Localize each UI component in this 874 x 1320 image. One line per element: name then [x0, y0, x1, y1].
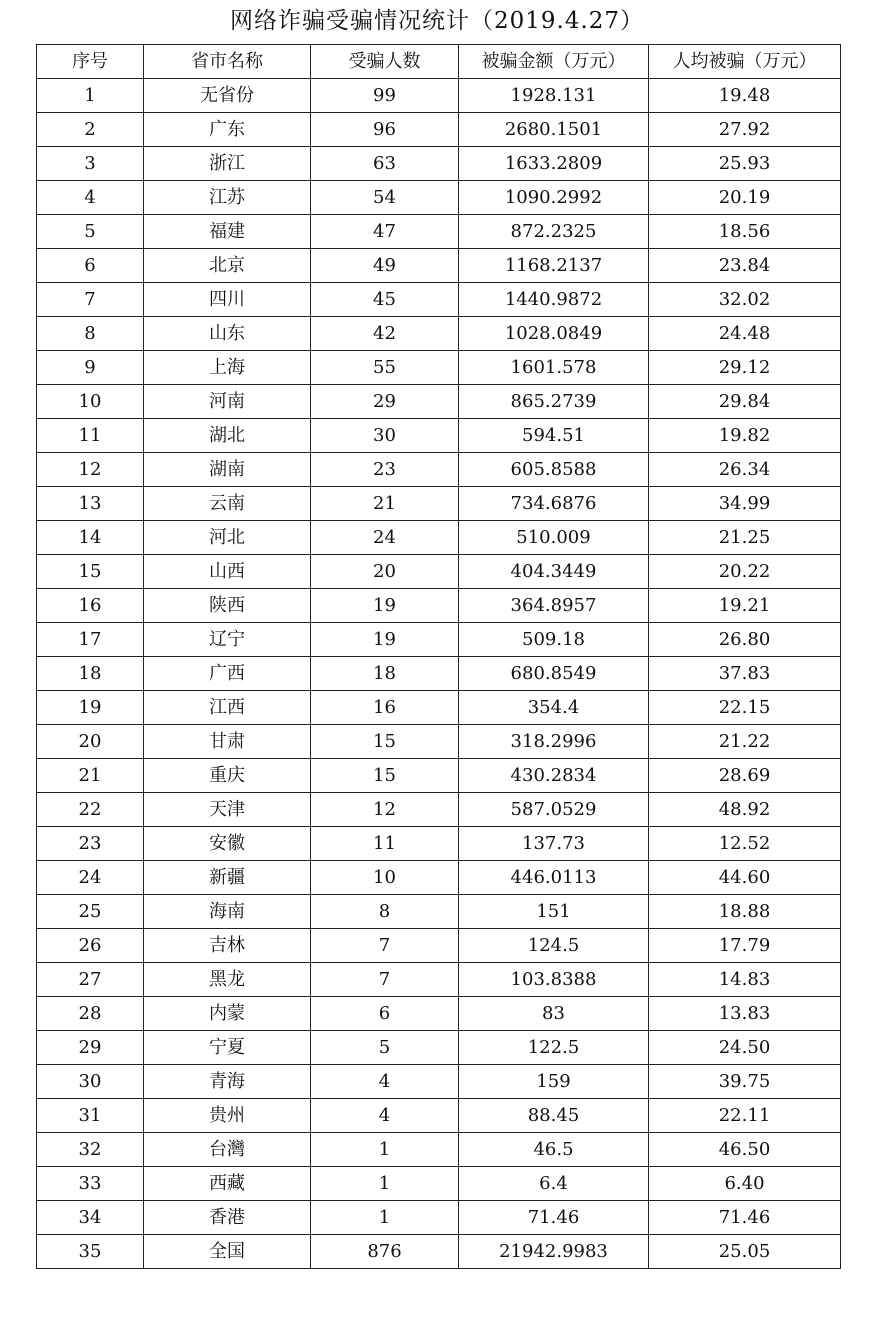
cell-average: 19.21	[649, 589, 841, 623]
cell-average: 24.50	[649, 1031, 841, 1065]
cell-average: 28.69	[649, 759, 841, 793]
cell-victims: 45	[311, 283, 459, 317]
table-row	[37, 181, 841, 215]
cell-province: 安徽	[144, 827, 311, 861]
cell-amount: 872.2325	[459, 215, 649, 249]
table-row	[37, 79, 841, 113]
cell-average: 46.50	[649, 1133, 841, 1167]
cell-average: 27.92	[649, 113, 841, 147]
cell-index: 14	[37, 521, 144, 555]
cell-victims: 11	[311, 827, 459, 861]
cell-average: 23.84	[649, 249, 841, 283]
table-row	[37, 793, 841, 827]
table-row	[37, 453, 841, 487]
cell-amount: 1633.2809	[459, 147, 649, 181]
cell-victims: 15	[311, 759, 459, 793]
cell-index: 16	[37, 589, 144, 623]
column-header-average: 人均被骗（万元）	[649, 45, 841, 79]
table-row	[37, 283, 841, 317]
cell-victims: 21	[311, 487, 459, 521]
cell-province: 吉林	[144, 929, 311, 963]
cell-victims: 4	[311, 1099, 459, 1133]
cell-victims: 96	[311, 113, 459, 147]
cell-index: 21	[37, 759, 144, 793]
cell-index: 26	[37, 929, 144, 963]
cell-average: 20.22	[649, 555, 841, 589]
fraud-statistics-table	[36, 44, 841, 1269]
cell-average: 6.40	[649, 1167, 841, 1201]
cell-victims: 54	[311, 181, 459, 215]
table-body	[37, 79, 841, 1269]
cell-province: 江西	[144, 691, 311, 725]
cell-index: 11	[37, 419, 144, 453]
cell-index: 12	[37, 453, 144, 487]
cell-index: 9	[37, 351, 144, 385]
cell-average: 12.52	[649, 827, 841, 861]
cell-province: 西藏	[144, 1167, 311, 1201]
cell-average: 48.92	[649, 793, 841, 827]
cell-province: 新疆	[144, 861, 311, 895]
cell-index: 33	[37, 1167, 144, 1201]
cell-index: 23	[37, 827, 144, 861]
table-row	[37, 1099, 841, 1133]
cell-victims: 6	[311, 997, 459, 1031]
cell-amount: 1168.2137	[459, 249, 649, 283]
cell-amount: 46.5	[459, 1133, 649, 1167]
table-row	[37, 113, 841, 147]
cell-amount: 2680.1501	[459, 113, 649, 147]
cell-amount: 605.8588	[459, 453, 649, 487]
cell-amount: 1090.2992	[459, 181, 649, 215]
cell-amount: 509.18	[459, 623, 649, 657]
cell-amount: 122.5	[459, 1031, 649, 1065]
cell-average: 25.93	[649, 147, 841, 181]
cell-index: 8	[37, 317, 144, 351]
cell-victims: 4	[311, 1065, 459, 1099]
cell-index: 27	[37, 963, 144, 997]
cell-amount: 1601.578	[459, 351, 649, 385]
table-row	[37, 725, 841, 759]
column-header-province: 省市名称	[144, 45, 311, 79]
cell-index: 6	[37, 249, 144, 283]
cell-index: 31	[37, 1099, 144, 1133]
cell-victims: 19	[311, 623, 459, 657]
cell-province: 海南	[144, 895, 311, 929]
cell-index: 13	[37, 487, 144, 521]
cell-index: 7	[37, 283, 144, 317]
cell-average: 18.56	[649, 215, 841, 249]
cell-province: 台灣	[144, 1133, 311, 1167]
cell-average: 71.46	[649, 1201, 841, 1235]
cell-province: 河南	[144, 385, 311, 419]
cell-average: 18.88	[649, 895, 841, 929]
cell-index: 10	[37, 385, 144, 419]
cell-index: 34	[37, 1201, 144, 1235]
cell-victims: 42	[311, 317, 459, 351]
cell-victims: 7	[311, 963, 459, 997]
table-row	[37, 385, 841, 419]
column-header-victims: 受骗人数	[311, 45, 459, 79]
table-row	[37, 997, 841, 1031]
cell-province: 宁夏	[144, 1031, 311, 1065]
cell-province: 内蒙	[144, 997, 311, 1031]
cell-average: 21.25	[649, 521, 841, 555]
cell-average: 14.83	[649, 963, 841, 997]
cell-amount: 159	[459, 1065, 649, 1099]
cell-average: 20.19	[649, 181, 841, 215]
table-row	[37, 317, 841, 351]
cell-province: 江苏	[144, 181, 311, 215]
cell-amount: 318.2996	[459, 725, 649, 759]
cell-amount: 88.45	[459, 1099, 649, 1133]
cell-amount: 594.51	[459, 419, 649, 453]
cell-victims: 23	[311, 453, 459, 487]
cell-province: 湖北	[144, 419, 311, 453]
cell-amount: 124.5	[459, 929, 649, 963]
cell-amount: 1440.9872	[459, 283, 649, 317]
cell-average: 29.12	[649, 351, 841, 385]
cell-index: 1	[37, 79, 144, 113]
cell-amount: 680.8549	[459, 657, 649, 691]
cell-average: 17.79	[649, 929, 841, 963]
cell-province: 贵州	[144, 1099, 311, 1133]
cell-province: 青海	[144, 1065, 311, 1099]
cell-amount: 1928.131	[459, 79, 649, 113]
cell-average: 24.48	[649, 317, 841, 351]
cell-victims: 19	[311, 589, 459, 623]
cell-amount: 103.8388	[459, 963, 649, 997]
cell-average: 22.15	[649, 691, 841, 725]
cell-province: 云南	[144, 487, 311, 521]
cell-victims: 24	[311, 521, 459, 555]
cell-victims: 20	[311, 555, 459, 589]
cell-amount: 404.3449	[459, 555, 649, 589]
table-row	[37, 1065, 841, 1099]
cell-province: 湖南	[144, 453, 311, 487]
column-header-index: 序号	[37, 45, 144, 79]
cell-victims: 55	[311, 351, 459, 385]
cell-province: 福建	[144, 215, 311, 249]
cell-index: 5	[37, 215, 144, 249]
cell-average: 21.22	[649, 725, 841, 759]
table-row	[37, 215, 841, 249]
cell-amount: 137.73	[459, 827, 649, 861]
cell-province: 辽宁	[144, 623, 311, 657]
cell-index: 20	[37, 725, 144, 759]
cell-amount: 430.2834	[459, 759, 649, 793]
cell-province: 天津	[144, 793, 311, 827]
table-row	[37, 147, 841, 181]
cell-amount: 865.2739	[459, 385, 649, 419]
cell-province: 山西	[144, 555, 311, 589]
cell-victims: 29	[311, 385, 459, 419]
cell-province: 香港	[144, 1201, 311, 1235]
cell-average: 44.60	[649, 861, 841, 895]
cell-amount: 6.4	[459, 1167, 649, 1201]
cell-province: 北京	[144, 249, 311, 283]
cell-victims: 876	[311, 1235, 459, 1269]
cell-victims: 1	[311, 1201, 459, 1235]
cell-amount: 510.009	[459, 521, 649, 555]
cell-index: 15	[37, 555, 144, 589]
table-row	[37, 861, 841, 895]
table-row	[37, 1235, 841, 1269]
cell-index: 17	[37, 623, 144, 657]
cell-index: 24	[37, 861, 144, 895]
table-row	[37, 419, 841, 453]
cell-index: 29	[37, 1031, 144, 1065]
table-row	[37, 895, 841, 929]
cell-index: 22	[37, 793, 144, 827]
table-row	[37, 759, 841, 793]
cell-victims: 63	[311, 147, 459, 181]
cell-index: 18	[37, 657, 144, 691]
cell-province: 陕西	[144, 589, 311, 623]
cell-province: 黑龙	[144, 963, 311, 997]
table-row	[37, 827, 841, 861]
cell-index: 3	[37, 147, 144, 181]
cell-province: 四川	[144, 283, 311, 317]
cell-average: 26.34	[649, 453, 841, 487]
cell-index: 28	[37, 997, 144, 1031]
cell-victims: 47	[311, 215, 459, 249]
cell-victims: 1	[311, 1167, 459, 1201]
table-row	[37, 249, 841, 283]
cell-province: 上海	[144, 351, 311, 385]
table-row	[37, 521, 841, 555]
cell-amount: 587.0529	[459, 793, 649, 827]
cell-index: 30	[37, 1065, 144, 1099]
cell-province: 广西	[144, 657, 311, 691]
cell-province: 浙江	[144, 147, 311, 181]
cell-amount: 83	[459, 997, 649, 1031]
cell-victims: 10	[311, 861, 459, 895]
cell-victims: 49	[311, 249, 459, 283]
table-row	[37, 1201, 841, 1235]
table-row	[37, 657, 841, 691]
cell-victims: 5	[311, 1031, 459, 1065]
cell-index: 25	[37, 895, 144, 929]
cell-province: 无省份	[144, 79, 311, 113]
table-row	[37, 691, 841, 725]
cell-average: 34.99	[649, 487, 841, 521]
cell-amount: 151	[459, 895, 649, 929]
table-row	[37, 487, 841, 521]
cell-average: 37.83	[649, 657, 841, 691]
cell-victims: 18	[311, 657, 459, 691]
cell-amount: 734.6876	[459, 487, 649, 521]
cell-index: 2	[37, 113, 144, 147]
cell-province: 河北	[144, 521, 311, 555]
cell-average: 29.84	[649, 385, 841, 419]
cell-average: 32.02	[649, 283, 841, 317]
cell-victims: 12	[311, 793, 459, 827]
cell-victims: 7	[311, 929, 459, 963]
column-header-amount: 被骗金额（万元）	[459, 45, 649, 79]
table-row	[37, 1031, 841, 1065]
cell-province: 甘肃	[144, 725, 311, 759]
cell-average: 13.83	[649, 997, 841, 1031]
cell-average: 19.48	[649, 79, 841, 113]
table-row	[37, 623, 841, 657]
cell-victims: 8	[311, 895, 459, 929]
cell-average: 25.05	[649, 1235, 841, 1269]
cell-province: 广东	[144, 113, 311, 147]
cell-average: 22.11	[649, 1099, 841, 1133]
table-row	[37, 1167, 841, 1201]
table-row	[37, 929, 841, 963]
cell-average: 26.80	[649, 623, 841, 657]
table-row	[37, 1133, 841, 1167]
cell-index: 19	[37, 691, 144, 725]
table-row	[37, 963, 841, 997]
cell-amount: 354.4	[459, 691, 649, 725]
table-row	[37, 589, 841, 623]
cell-victims: 30	[311, 419, 459, 453]
cell-victims: 1	[311, 1133, 459, 1167]
cell-index: 32	[37, 1133, 144, 1167]
cell-victims: 15	[311, 725, 459, 759]
cell-victims: 99	[311, 79, 459, 113]
page-title: 网络诈骗受骗情况统计（2019.4.27）	[229, 8, 645, 34]
cell-amount: 446.0113	[459, 861, 649, 895]
cell-province: 全国	[144, 1235, 311, 1269]
cell-index: 4	[37, 181, 144, 215]
cell-amount: 1028.0849	[459, 317, 649, 351]
table-row	[37, 555, 841, 589]
cell-average: 19.82	[649, 419, 841, 453]
cell-province: 重庆	[144, 759, 311, 793]
cell-amount: 364.8957	[459, 589, 649, 623]
cell-victims: 16	[311, 691, 459, 725]
table-row	[37, 351, 841, 385]
cell-province: 山东	[144, 317, 311, 351]
cell-amount: 71.46	[459, 1201, 649, 1235]
cell-amount: 21942.9983	[459, 1235, 649, 1269]
table-header-row	[37, 45, 841, 79]
cell-average: 39.75	[649, 1065, 841, 1099]
cell-index: 35	[37, 1235, 144, 1269]
